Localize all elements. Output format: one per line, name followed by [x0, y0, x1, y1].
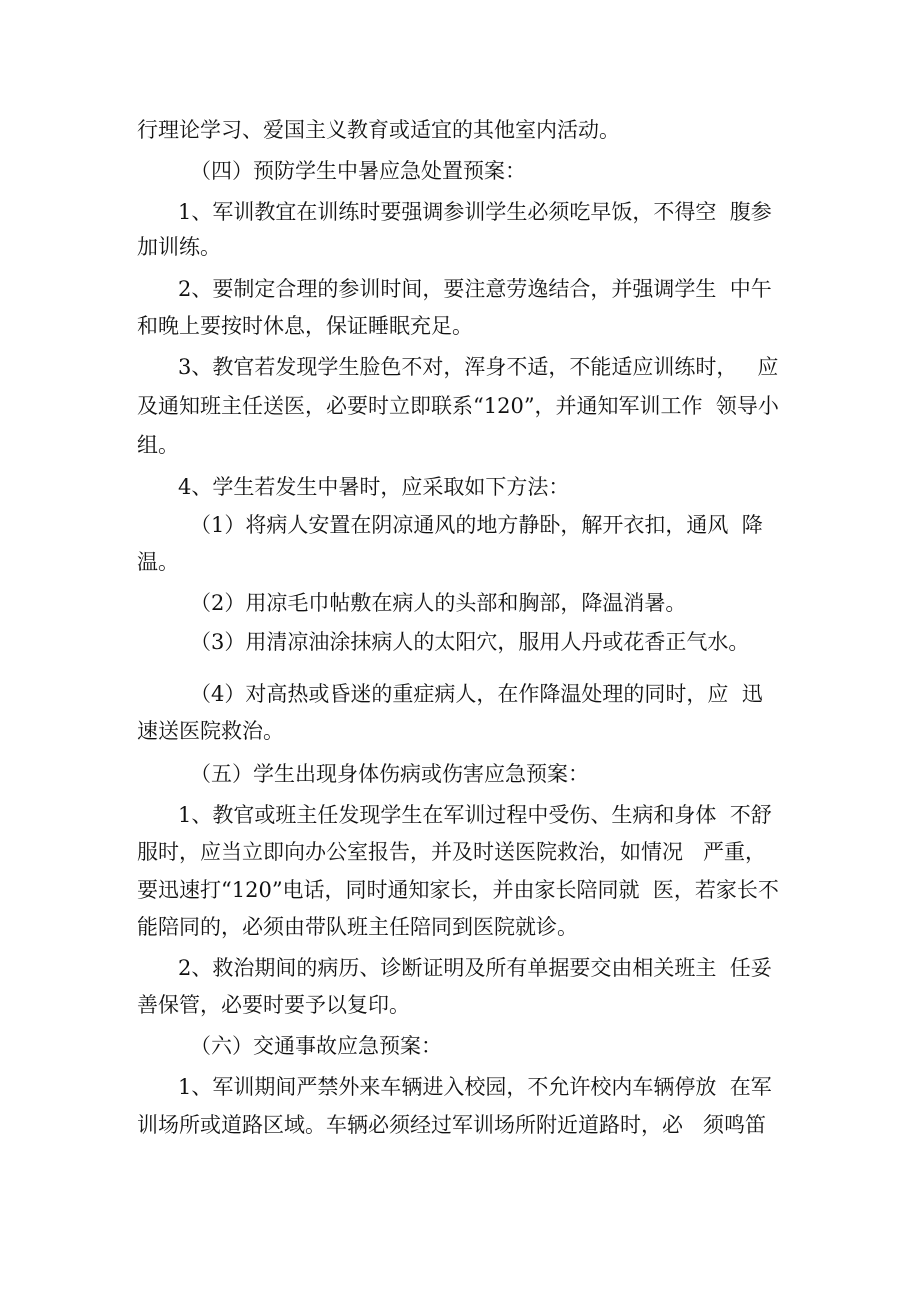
section-heading-4: （四）预防学生中暑应急处置预案：	[190, 159, 526, 183]
section-heading-6: （六）交通事故应急预案：	[190, 1034, 442, 1058]
section-heading-5: （五）学生出现身体伤病或伤害应急预案：	[190, 762, 589, 786]
text-line-25: 1、军训期间严禁外来车辆进入校园，不允许校内车辆停放 在军	[178, 1075, 772, 1099]
text-line-21: 能陪同的，必须由带队班主任陪同到医院就诊。	[137, 915, 578, 939]
text-line-26: 训场所或道路区域。车辆必须经过军训场所附近道路时，必 须鸣笛	[137, 1113, 767, 1137]
text-line-9: 组。	[137, 433, 179, 457]
text-line-15: （4）对高热或昏迷的重症病人，在作降温处理的同时，应 迅	[190, 682, 763, 706]
text-line-4: 加训练。	[137, 235, 221, 259]
text-line-14: （3）用清凉油涂抹病人的太阳穴，服用人丹或花香正气水。	[190, 630, 750, 654]
text-line-13: （2）用凉毛巾帖敷在病人的头部和胸部，降温消暑。	[190, 591, 687, 615]
text-line-7: 3、教官若发现学生脸色不对，浑身不适，不能适应训练时， 应	[178, 355, 779, 379]
text-line-10: 4、学生若发生中暑时，应采取如下方法：	[178, 475, 570, 499]
text-line-23: 善保管，必要时要予以复印。	[137, 993, 410, 1017]
text-line-3: 1、军训教宜在训练时要强调参训学生必须吃早饭，不得空 腹参	[178, 200, 772, 224]
text-line-19: 服时，应当立即向办公室报告，并及时送医院救治，如情况 严重，	[137, 840, 767, 864]
text-line-20: 要迅速打“120”电话，同时通知家长，并由家长陪同就 医，若家长不	[137, 878, 779, 902]
text-line-6: 和晚上要按时休息，保证睡眠充足。	[137, 314, 473, 338]
text-line-8: 及通知班主任送医，必要时立即联系“120”，并通知军训工作 领导小	[137, 394, 779, 418]
text-line-11: （1）将病人安置在阴凉通风的地方静卧，解开衣扣，通风 降	[190, 513, 763, 537]
text-line-5: 2、要制定合理的参训时间，要注意劳逸结合，并强调学生 中午	[178, 277, 772, 301]
text-line-22: 2、救治期间的病历、诊断证明及所有单据要交由相关班主 任妥	[178, 956, 772, 980]
text-line-18: 1、教官或班主任发现学生在军训过程中受伤、生病和身体 不舒	[178, 803, 772, 827]
text-line-16: 速送医院救治。	[137, 719, 284, 743]
text-line-1: 行理论学习、爱国主义教育或适宜的其他室内活动。	[137, 118, 620, 142]
text-line-12: 温。	[137, 550, 179, 574]
